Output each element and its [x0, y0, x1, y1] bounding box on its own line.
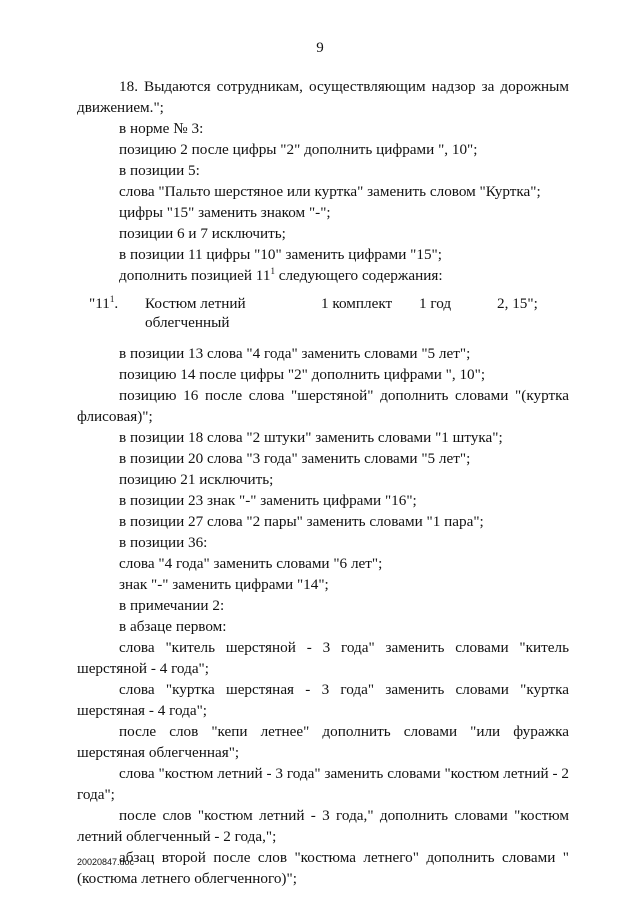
entry-number: "$11^1$.: [89, 294, 119, 312]
amendments-block-1: [77, 76, 569, 265]
amendment-line: после слов "костюм летний - 3 года," дополнить словами "костюм летний облегченный - 2 года,";: [77, 807, 569, 845]
document-body: [77, 76, 569, 889]
amendment-line: позицию 21 исключить;: [119, 471, 274, 488]
new-position-entry: [89, 294, 569, 332]
amendment-line: в позиции 5:: [119, 162, 200, 179]
amendment-line: абзац второй после слов "костюма летнего" дополнить словами "(костюма летнего облегченного)";: [77, 849, 569, 887]
amendment-line: слова "костюм летний - 3 года" заменить словами "костюм летний - 2 года";: [77, 765, 569, 803]
amendment-line: позицию 14 после цифры "2" дополнить цифрами ", 10";: [119, 366, 486, 383]
amendment-line: в позиции 18 слова "2 штуки" заменить словами "1 штука";: [119, 429, 503, 446]
amendment-line: слова "Пальто шерстяное или куртка" заменить словом "Куртка";: [119, 183, 541, 200]
amendment-line: в абзаце первом:: [119, 618, 227, 635]
amendment-line: в позиции 11 цифры "10" заменить цифрами "15";: [119, 246, 442, 263]
amendment-line: в примечании 2:: [119, 597, 225, 614]
amendment-line: цифры "15" заменить знаком "-";: [119, 204, 331, 221]
amendment-line: в позиции 36:: [119, 534, 208, 551]
add-position-line: дополнить позицией $11^1$ следующего содержания:: [119, 266, 443, 284]
amendment-line: в позиции 23 знак "-" заменить цифрами "16";: [119, 492, 417, 509]
amendment-line: позиции 6 и 7 исключить;: [119, 225, 286, 242]
amendment-line: в позиции 27 слова "2 пары" заменить словами "1 пара";: [119, 513, 484, 530]
file-name-footer: 20020847.doc: [77, 857, 135, 867]
amendment-line: позицию 2 после цифры "2" дополнить цифрами ", 10";: [119, 141, 478, 158]
amendment-line: слова "китель шерстяной - 3 года" заменить словами "китель шерстяной - 4 года";: [77, 639, 569, 677]
amendment-line: в позиции 13 слова "4 года" заменить словами "5 лет";: [119, 345, 471, 362]
amendment-line: в позиции 20 слова "3 года" заменить словами "5 лет";: [119, 450, 471, 467]
amendment-line: слова "4 года" заменить словами "6 лет";: [119, 555, 383, 572]
amendment-line: слова "куртка шерстяная - 3 года" заменить словами "куртка шерстяная - 4 года";: [77, 681, 569, 719]
entry-term: 1 год: [419, 295, 452, 312]
amendment-line: позицию 16 после слова "шерстяной" дополнить словами "(куртка флисовая)";: [77, 387, 569, 425]
amendments-block-2: [77, 343, 569, 889]
entry-quantity: 1 комплект: [321, 295, 393, 312]
entry-codes: 2, 15";: [497, 295, 538, 312]
amendment-line: после слов "кепи летнее" дополнить словами "или фуражка шерстяная облегченная";: [77, 723, 569, 761]
amendment-line: знак "-" заменить цифрами "14";: [119, 576, 329, 593]
amendment-line: 18. Выдаются сотрудникам, осуществляющим надзор за дорожным движением.";: [77, 78, 569, 116]
entry-name: Костюм летний облегченный: [145, 295, 246, 331]
page-number: 9: [316, 40, 324, 56]
amendment-line: в норме № 3:: [119, 120, 204, 137]
